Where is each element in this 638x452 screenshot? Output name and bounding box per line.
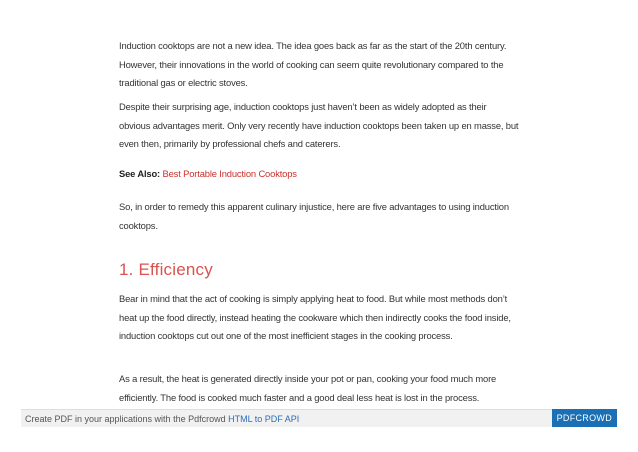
pdf-footer-bar	[21, 409, 617, 427]
paragraph-remedy: So, in order to remedy this apparent culinary injustice, here are five advantages to using induction cooktops.	[119, 201, 509, 231]
see-also-label: See Also:	[119, 168, 161, 179]
see-also-link[interactable]: Best Portable Induction Cooktops	[162, 168, 297, 179]
section-heading-efficiency: 1. Efficiency	[119, 260, 213, 279]
paragraph-intro: Induction cooktops are not a new idea. The idea goes back as far as the start of the 20th century. However, their innovations in the world of cooking can seem quite revolutionary compared to the traditional gas or electric stoves.	[119, 40, 507, 89]
footer-text	[25, 413, 299, 425]
paragraph-adoption: Despite their surprising age, induction cooktops just haven’t been as widely adopted as their obvious advantages merit. Only very recently have induction cooktops been taken up en masse, but even then, primarily by professional chefs and caterers.	[119, 101, 519, 150]
footer-api-link[interactable]: HTML to PDF API	[228, 414, 300, 424]
pdfcrowd-badge[interactable]: PDFCROWD	[552, 409, 617, 427]
paragraph-efficiency-2: As a result, the heat is generated directly inside your pot or pan, cooking your food much more efficiently. The food is cooked much faster and a good deal less heat is lost in the process.	[119, 373, 497, 403]
footer-caption: Create PDF in your applications with the Pdfcrowd	[25, 414, 229, 424]
paragraph-efficiency-1: Bear in mind that the act of cooking is simply applying heat to food. But while most methods don’t heat up the food directly, instead heating the cookware which then indirectly cooks the food inside, induction cooktops cut out one of the most inefficient stages in the cooking process.	[119, 293, 511, 342]
see-also	[119, 165, 297, 184]
